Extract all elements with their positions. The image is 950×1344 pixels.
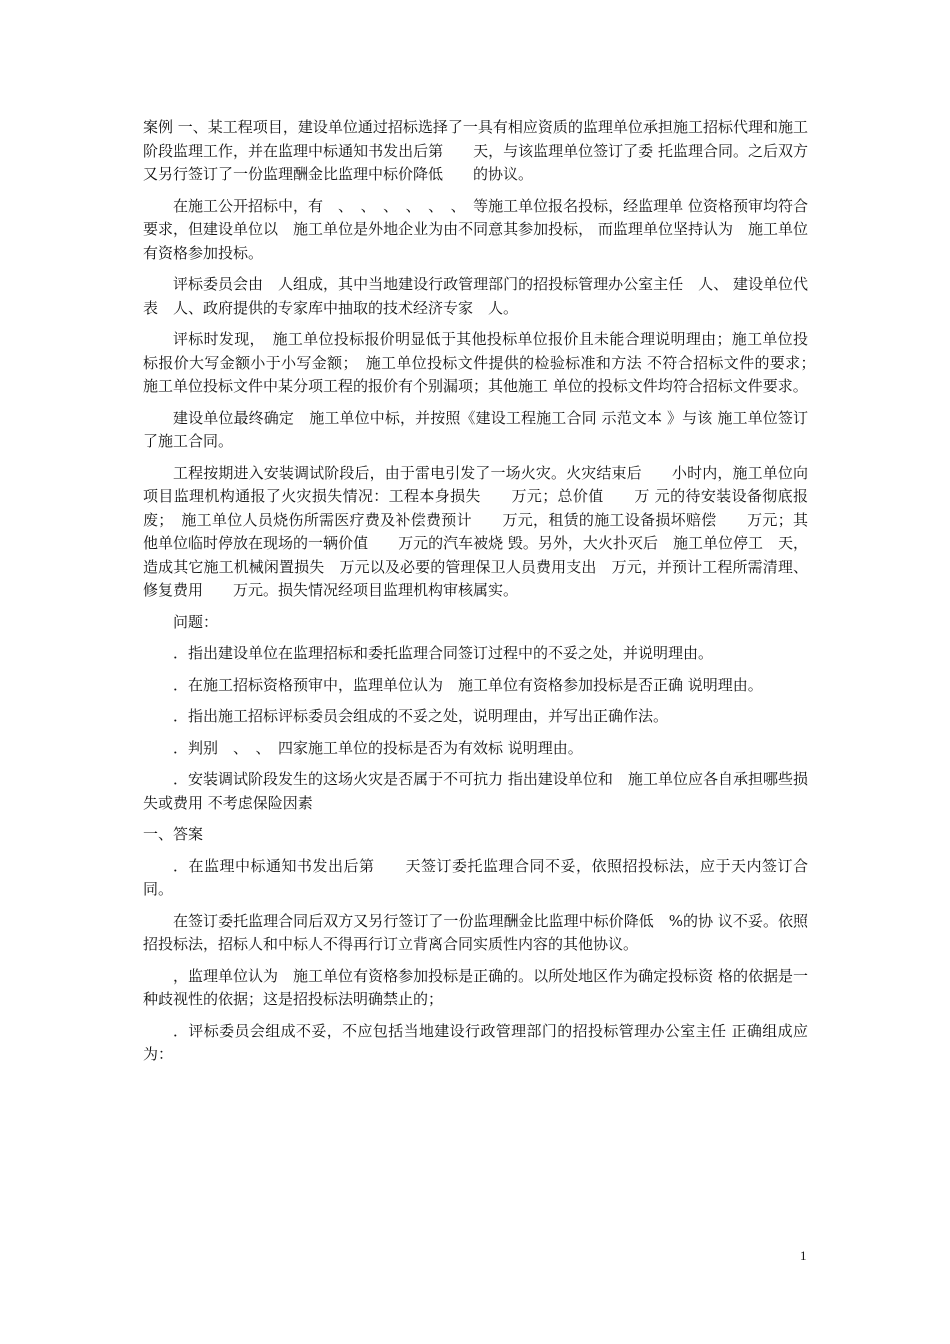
questions-heading: 问题：: [173, 612, 219, 631]
question-item: ．判别 、 、 四家施工单位的投标是否为有效标 说明理由。: [173, 738, 583, 757]
question-item: ．安装调试阶段发生的这场火灾是否属于不可抗力 指出建设单位和 施工单位应各自承担哪些损失或费用 不考虑保险因素: [143, 770, 808, 812]
evaluation-committee-paragraph: 评标委员会由 人组成，其中当地建设行政管理部门的招投标管理办公室主任 人、 建设单位代表 人、政府提供的专家库中抽取的技术经济专家 人。: [143, 275, 808, 317]
answer-item: 在签订委托监理合同后双方又另行签订了一份监理酬金比监理中标价降低 %的协 议不妥。依照招投标法，招标人和中标人不得再行订立背离合同实质性内容的其他协议。: [143, 911, 808, 953]
answer-item: ，监理单位认为 施工单位有资格参加投标是正确的。以所处地区作为确定投标资 格的依据是一种歧视性的依据；这是招投标法明确禁止的；: [143, 966, 808, 1008]
question-item: ．在施工招标资格预审中，监理单位认为 施工单位有资格参加投标是否正确 说明理由。: [173, 675, 763, 694]
answer-item: ．在监理中标通知书发出后第 天签订委托监理合同不妥，依照招投标法，应于天内签订合同。: [143, 856, 808, 898]
answer-heading: 一、答案: [143, 825, 204, 843]
document-body: [143, 116, 824, 1075]
contract-award-paragraph: 建设单位最终确定 施工单位中标，并按照《建设工程施工合同 示范文本 》与该 施工单位签订了施工合同。: [143, 408, 808, 450]
evaluation-findings-paragraph: 评标时发现， 施工单位投标报价明显低于其他投标单位报价且未能合理说明理由；施工单位投标报价大写金额小于小写金额； 施工单位投标文件提供的检验标准和方法 不符合招标文件的要求； 施工单位投标文件中某分项工程的报价有个别漏项；其他施工 单位的投标文件均符合招标文件要求。: [143, 330, 824, 395]
question-item: ．指出建设单位在监理招标和委托监理合同签订过程中的不妥之处，并说明理由。: [173, 644, 714, 662]
answer-item: ．评标委员会组成不妥，不应包括当地建设行政管理部门的招投标管理办公室主任 正确组成应为：: [143, 1021, 808, 1063]
fire-loss-paragraph: 工程按期进入安装调试阶段后，由于雷电引发了一场火灾。火灾结束后 小时内，施工单位向项目监理机构通报了火灾损失情况：工程本身损失 万元；总价值 万 元的待安装设备彻底报废； 施工单位人员烧伤所需医疗费及补偿费预计 万元，租赁的施工设备损坏赔偿 万元；其他单位临时停放在现场的一辆价值 万元的汽车被烧 毁。另外，大火扑灭后 施工单位停工 天，造成其它施工机械闲置损失 万元以及必要的管理保卫人员费用支出 万元，并预计工程所需清理、修复费用 万元。损失情况经项目监理机构审核属实。: [143, 463, 808, 599]
tender-qualification-paragraph: 在施工公开招标中，有 、 、 、 、 、 、 等施工单位报名投标，经监理单 位资格预审均符合要求，但建设单位以 施工单位是外地企业为由不同意其参加投标， 而监理单位坚持认为 施工单位有资格参加投标。: [143, 196, 808, 262]
case-intro-paragraph: 案例 一、某工程项目，建设单位通过招标选择了一具有相应资质的监理单位承担施工招标代理和施工阶段监理工作，并在监理中标通知书发出后第 天，与该监理单位签订了委 托监理合同。之后双方又另行签订了一份监理酬金比监理中标价降低 的协议。: [143, 118, 808, 183]
page-number: 1: [800, 1248, 807, 1263]
question-item: ．指出施工招标评标委员会组成的不妥之处，说明理由，并写出正确作法。: [173, 707, 669, 725]
